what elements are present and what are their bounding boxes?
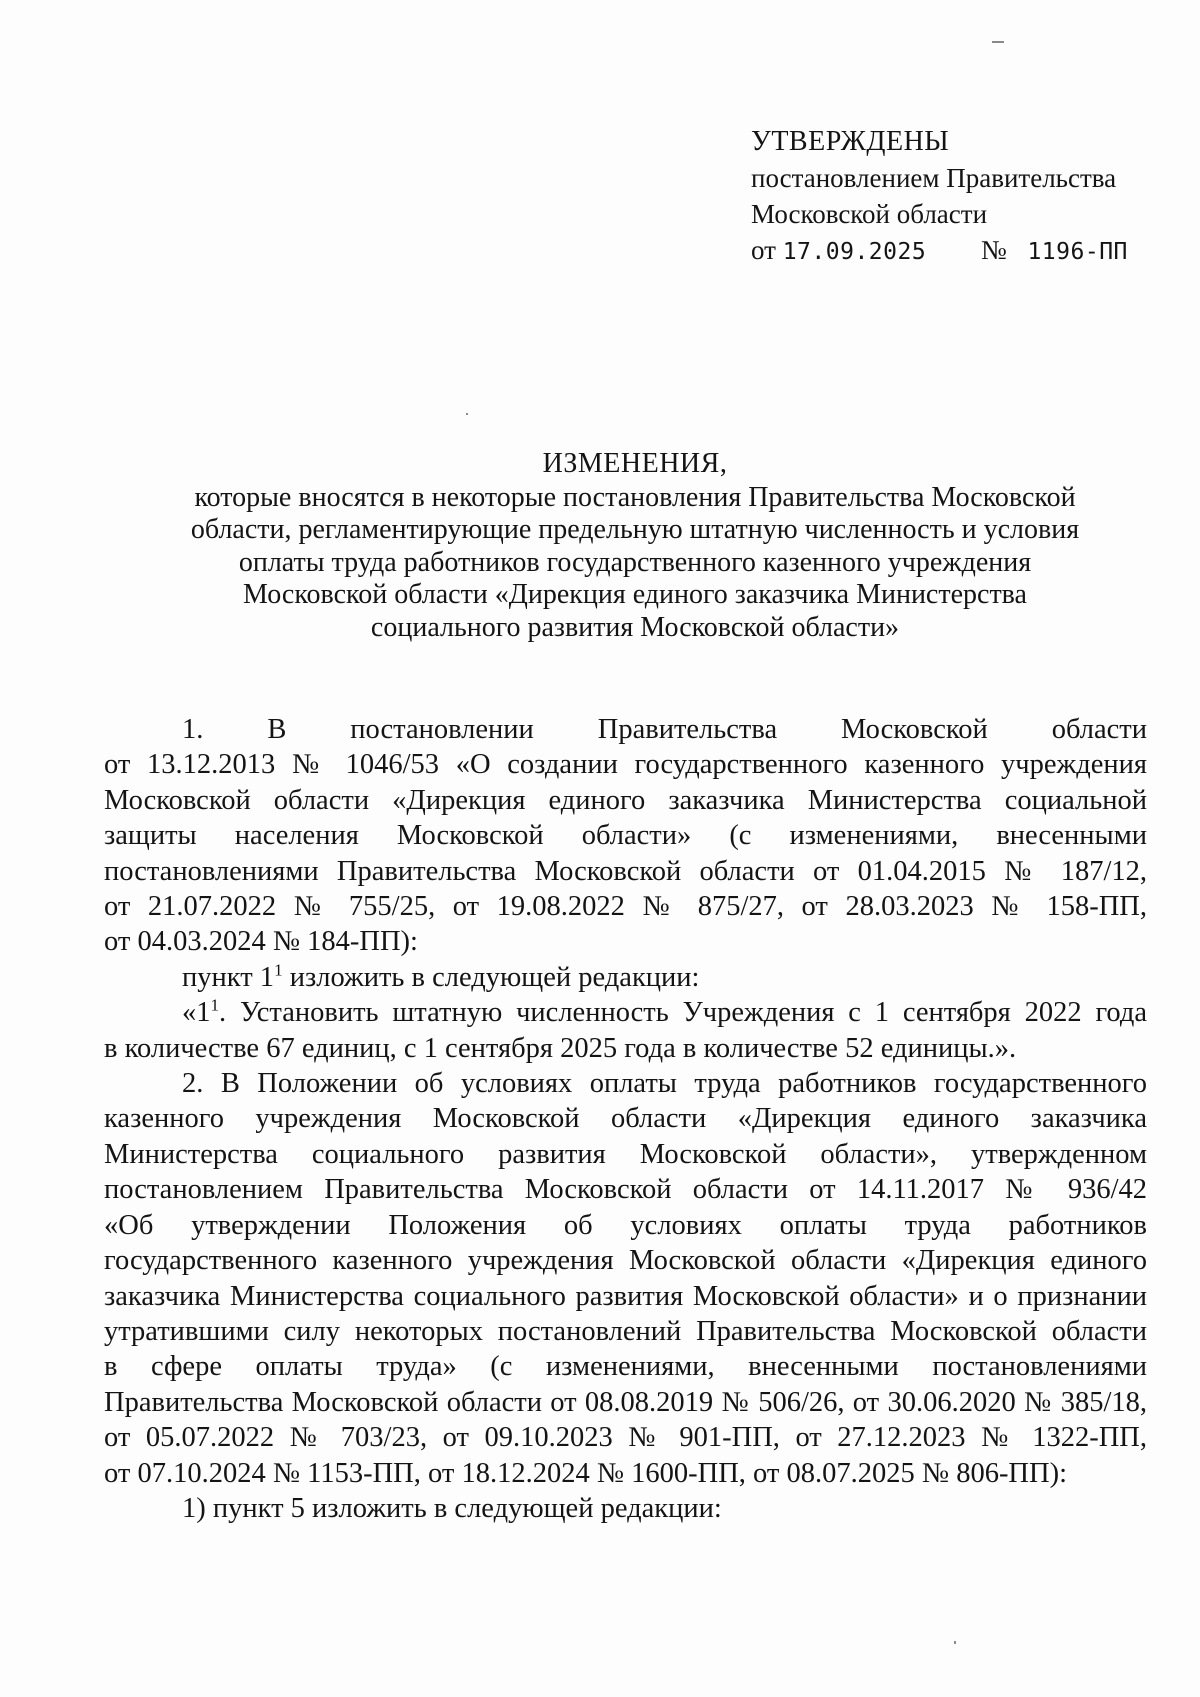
paragraph-line: от 05.07.2022 № 703/23, от 09.10.2023 № 901-ПП, от 27.12.2023 № 1322-ПП, [104, 1422, 1147, 1454]
paragraph-2 [104, 960, 1147, 995]
paragraph-3 [104, 995, 1147, 1066]
scan-speck [954, 1641, 956, 1644]
paragraph-5 [104, 1491, 1147, 1526]
paragraph-line: Московской области «Дирекция единого заказчика Министерства социальной [104, 784, 1147, 816]
approval-date: 17.09.2025 [782, 239, 927, 265]
scan-speck [992, 41, 1004, 43]
superscript: 1 [210, 995, 220, 1015]
scan-speck [466, 413, 468, 415]
paragraph-line: утратившими силу некоторых постановлений Правительства Московской области [104, 1315, 1147, 1347]
paragraph-line: 1. В постановлении Правительства Московской области [182, 714, 1147, 745]
paragraph-line: 1) пункт 5 изложить в следующей редакции: [182, 1492, 722, 1524]
text-run: пункт 1 [182, 961, 275, 993]
title-heading: ИЗМЕНЕНИЯ, [542, 448, 728, 479]
paragraph-line: в сфере оплаты труда» (с изменениями, внесенными постановлениями [104, 1351, 1147, 1383]
paragraph-line [104, 995, 1147, 1030]
paragraph-line: постановлениями Правительства Московской области от 01.04.2015 № 187/12, [104, 855, 1147, 887]
approval-heading: УТВЕРЖДЕНЫ [751, 126, 950, 157]
paragraph-line: от 21.07.2022 № 755/25, от 19.08.2022 № 875/27, от 28.03.2023 № 158-ПП, [104, 891, 1147, 923]
paragraph-line: постановлением Правительства Московской области от 14.11.2017 № 936/42 [104, 1174, 1147, 1206]
paragraph-line: казенного учреждения Московской области «Дирекция единого заказчика [104, 1103, 1147, 1135]
title-line: Московской области «Дирекция единого заказчика Министерства [243, 579, 1027, 610]
paragraph-line: в количестве 67 единиц, с 1 сентября 2025 года в количестве 52 единицы.». [104, 1032, 1017, 1064]
paragraph-4 [104, 1066, 1147, 1491]
paragraph-line: Министерства социального развития Московской области», утвержденном [104, 1138, 1147, 1170]
paragraph-line: государственного казенного учреждения Московской области «Дирекция единого [104, 1245, 1147, 1277]
text-run: . Установить штатную численность Учреждения с 1 сентября 2022 года [219, 997, 1147, 1029]
paragraph-line: заказчика Министерства социального развития Московской области» и о признании [104, 1280, 1147, 1312]
approval-number: 1196-ПП [1027, 239, 1128, 265]
document-body [104, 712, 1147, 1526]
paragraph-line: от 07.10.2024 № 1153-ПП, от 18.12.2024 № 1600-ПП, от 08.07.2025 № 806-ПП): [104, 1457, 1068, 1489]
text-run: изложить в следующей редакции: [282, 961, 700, 993]
paragraph-line: от 04.03.2024 № 184-ПП): [104, 926, 418, 958]
title-line: которые вносятся в некоторые постановления Правительства Московской [194, 481, 1076, 513]
paragraph-line: 2. В Положении об условиях оплаты труда работников государственного [182, 1068, 1147, 1100]
paragraph-line: «Об утверждении Положения об условиях оплаты труда работников [104, 1209, 1147, 1241]
paragraph-line: защиты населения Московской области» (с изменениями, внесенными [104, 820, 1147, 852]
paragraph-line [104, 960, 1147, 995]
text-run: «1 [182, 997, 211, 1029]
paragraph-line: от 13.12.2013 № 1046/53 «О создании государственного казенного учреждения [104, 749, 1147, 781]
approval-line-1: постановлением Правительства [751, 163, 1117, 193]
document-title [190, 448, 1080, 644]
title-line: области, регламентирующие предельную штатную численность и условия [190, 514, 1080, 545]
number-sign: № [980, 235, 1007, 265]
paragraph-1 [104, 712, 1147, 960]
superscript: 1 [274, 960, 283, 980]
approval-line-2: Московской области [751, 199, 988, 229]
date-prefix: от [751, 235, 776, 265]
title-line: социального развития Московской области» [370, 611, 900, 643]
paragraph-line: Правительства Московской области от 08.08.2019 № 506/26, от 30.06.2020 № 385/18, [104, 1386, 1147, 1418]
title-line: оплаты труда работников государственного казенного учреждения [238, 546, 1032, 578]
approval-date-line [751, 232, 1128, 270]
approval-stamp [751, 124, 1128, 270]
